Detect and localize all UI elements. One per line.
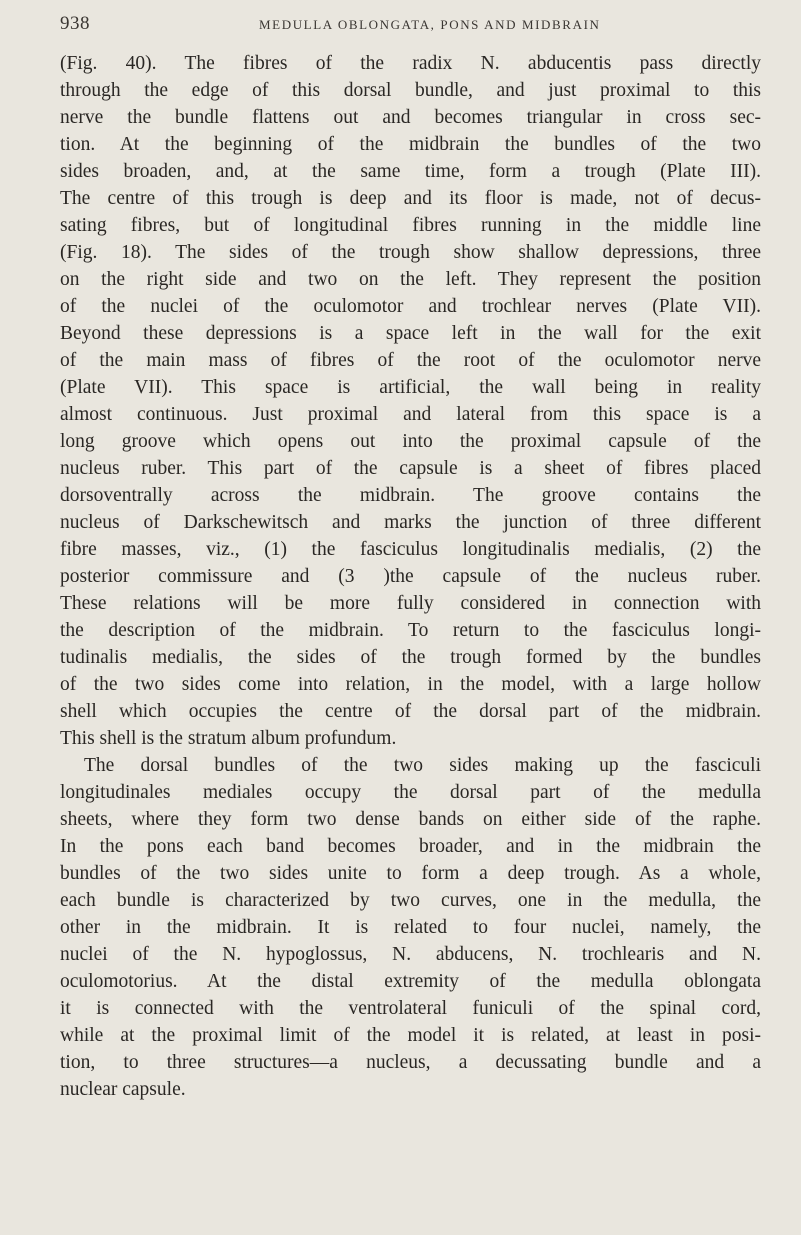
text-line: In the pons each band becomes broader, and in the midbrain the xyxy=(60,836,761,857)
text-line: tion. At the beginning of the midbrain the bundles of the two xyxy=(60,134,761,155)
text-line: These relations will be more fully considered in connection with xyxy=(60,593,761,614)
text-line: shell which occupies the centre of the dorsal part of the midbrain. xyxy=(60,701,761,722)
text-line: tion, to three structures—a nucleus, a decussating bundle and a xyxy=(60,1052,761,1073)
text-line: sides broaden, and, at the same time, form a trough (Plate III). xyxy=(60,161,761,182)
text-line: Beyond these depressions is a space left in the wall for the exit xyxy=(60,323,761,344)
text-line: on the right side and two on the left. They represent the position xyxy=(60,269,761,290)
body-text xyxy=(60,50,761,1103)
text-line: nucleus of Darkschewitsch and marks the junction of three different xyxy=(60,512,761,533)
text-line: sheets, where they form two dense bands on either side of the raphe. xyxy=(60,809,761,830)
text-line: oculomotorius. At the distal extremity of the medulla oblongata xyxy=(60,971,761,992)
text-line: The dorsal bundles of the two sides making up the fasciculi xyxy=(84,755,761,776)
text-line: longitudinales mediales occupy the dorsal part of the medulla xyxy=(60,782,761,803)
text-line: other in the midbrain. It is related to four nuclei, namely, the xyxy=(60,917,761,938)
text-line: the description of the midbrain. To return to the fasciculus longi- xyxy=(60,620,761,641)
text-line: each bundle is characterized by two curves, one in the medulla, the xyxy=(60,890,761,911)
text-line: dorsoventrally across the midbrain. The groove contains the xyxy=(60,485,761,506)
page-number: 938 xyxy=(60,13,90,34)
running-head: MEDULLA OBLONGATA, PONS AND MIDBRAIN xyxy=(259,17,601,32)
text-line: of the two sides come into relation, in the model, with a large hollow xyxy=(60,674,761,695)
text-line: (Fig. 18). The sides of the trough show shallow depressions, three xyxy=(60,242,761,263)
text-line: long groove which opens out into the proximal capsule of the xyxy=(60,431,761,452)
text-line: sating fibres, but of longitudinal fibres running in the middle line xyxy=(60,215,761,236)
text-line: while at the proximal limit of the model it is related, at least in posi- xyxy=(60,1025,761,1046)
text-line: bundles of the two sides unite to form a deep trough. As a whole, xyxy=(60,863,761,884)
text-line: almost continuous. Just proximal and lateral from this space is a xyxy=(60,404,761,425)
text-line: fibre masses, viz., (1) the fasciculus longitudinalis medialis, (2) the xyxy=(60,539,761,560)
text-line: nerve the bundle flattens out and becomes triangular in cross sec- xyxy=(60,107,761,128)
text-line: (Fig. 40). The fibres of the radix N. abducentis pass directly xyxy=(60,53,761,74)
text-line: nuclei of the N. hypoglossus, N. abducens, N. trochlearis and N. xyxy=(60,944,761,965)
text-line: The centre of this trough is deep and its floor is made, not of decus- xyxy=(60,188,761,209)
text-line: nuclear capsule. xyxy=(60,1079,186,1100)
text-line: posterior commissure and (3 )the capsule of the nucleus ruber. xyxy=(60,566,761,587)
text-line: nucleus ruber. This part of the capsule is a sheet of fibres placed xyxy=(60,458,761,479)
text-line: of the nuclei of the oculomotor and trochlear nerves (Plate VII). xyxy=(60,296,761,317)
text-line: it is connected with the ventrolateral funiculi of the spinal cord, xyxy=(60,998,761,1019)
text-line: (Plate VII). This space is artificial, the wall being in reality xyxy=(60,377,761,398)
text-line: of the main mass of fibres of the root of the oculomotor nerve xyxy=(60,350,761,371)
text-line: through the edge of this dorsal bundle, and just proximal to this xyxy=(60,80,761,101)
text-line: This shell is the stratum album profundum. xyxy=(60,728,397,749)
text-line: tudinalis medialis, the sides of the trough formed by the bundles xyxy=(60,647,761,668)
